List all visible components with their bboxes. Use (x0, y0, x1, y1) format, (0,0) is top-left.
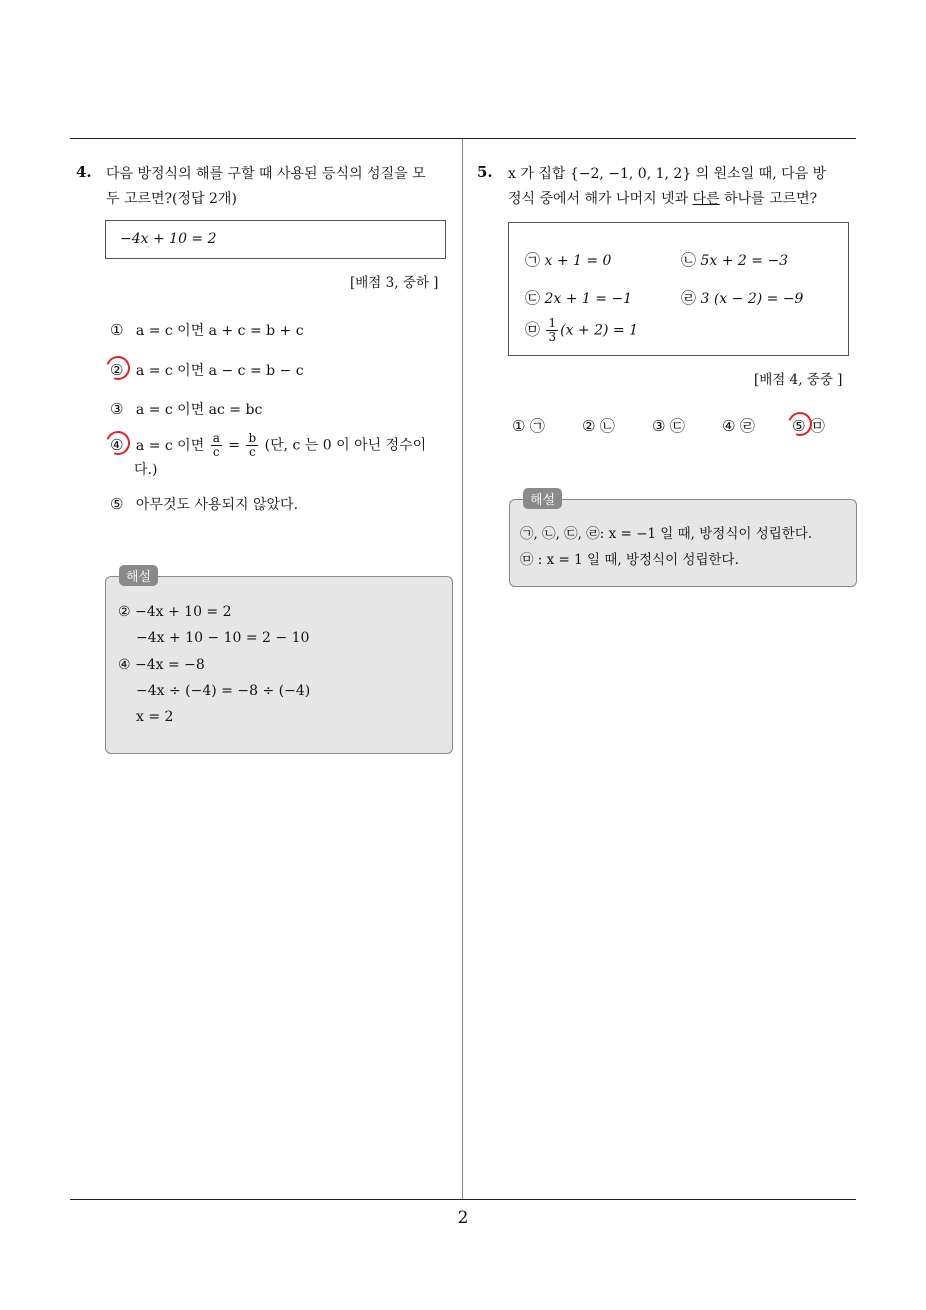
q5-prompt-line1: x 가 집합 {−2, −1, 0, 1, 2} 의 원소일 때, 다음 방 (508, 166, 827, 182)
q5-choice-3[interactable]: ③ ㉢ (652, 417, 685, 435)
q4-number: 4. (76, 163, 92, 181)
column-divider (462, 139, 463, 1199)
q5-equation-3: ㉢ 2x + 1 = −1 (525, 289, 633, 307)
q5-choice-1[interactable]: ① ㉠ (512, 417, 545, 435)
q4-choice-3[interactable] (110, 398, 262, 421)
q4-solution-line-1: ② −4x + 10 = 2 (118, 604, 232, 620)
q5-equation-4: ㉣ 3 (x − 2) = −9 (681, 289, 804, 307)
q5-number: 5. (477, 163, 493, 181)
choice-text-post: (단, c 는 0 이 아닌 정수이 (264, 437, 427, 454)
top-rule (70, 138, 856, 139)
q5-solution-line-2: ㉤ : x = 1 일 때, 방정식이 성립한다. (520, 552, 739, 568)
q5-solution-box (509, 499, 857, 587)
q4-score: [배점 3, 중하 ] (350, 275, 439, 291)
underlined-word: 다른 (692, 191, 720, 207)
q4-solution-line-4: −4x ÷ (−4) = −8 ÷ (−4) (136, 683, 311, 699)
q5-equation-2: ㉡ 5x + 2 = −3 (681, 251, 789, 269)
choice-marker: ④ (110, 435, 124, 454)
red-circle-mark (102, 427, 134, 459)
q5-choice-4[interactable]: ④ ㉣ (722, 417, 755, 435)
q4-solution-line-5: x = 2 (136, 709, 174, 725)
choice-marker: ③ (110, 400, 124, 418)
q5-equation-box (508, 222, 849, 356)
q4-prompt (106, 162, 458, 212)
choice-text: a = c 이면 a + c = b + c (135, 323, 304, 339)
q4-given-box (105, 220, 446, 259)
q5-choice-5[interactable]: ⑤ ㉤ (792, 415, 825, 438)
q5-equation-5: ㉤ $\frac{1}{3}$ (x + 2) = 1 (525, 316, 639, 344)
q5-solution-label: 해설 (523, 488, 562, 509)
red-circle-mark (102, 352, 134, 384)
q4-prompt-line2: 두 고르면?(정답 2개) (106, 191, 237, 207)
bottom-rule (70, 1199, 856, 1200)
choice-marker: ⑤ (110, 495, 124, 513)
q4-choice-2[interactable] (110, 359, 304, 382)
choice-marker: ② (110, 361, 124, 379)
q5-score: [배점 4, 중중 ] (754, 372, 843, 388)
choice-marker: ① (110, 321, 124, 339)
q4-solution-line-3: ④ −4x = −8 (118, 657, 205, 673)
choice-text: 아무것도 사용되지 않았다. (135, 497, 299, 513)
q5-prompt-line2: 정식 중에서 해가 나머지 넷과 다른 하나를 고르면? (508, 191, 818, 207)
red-circle-mark (784, 408, 816, 440)
fraction-b-over-c: $\frac{b}{c}$ (248, 431, 257, 459)
q4-choice-4[interactable] (110, 432, 450, 481)
choice-text-pre: a = c 이면 (135, 437, 205, 454)
q4-solution-box (105, 576, 453, 754)
answer-mark (110, 359, 123, 382)
q4-solution-label: 해설 (119, 565, 158, 586)
q5-choice-2[interactable]: ② ㉡ (582, 417, 615, 435)
fraction-a-over-c: $\frac{a}{c}$ (212, 431, 220, 459)
page-number: 2 (457, 1208, 469, 1228)
q4-choice-5[interactable] (110, 493, 298, 516)
q4-choice-1[interactable] (110, 319, 304, 342)
choice-text-cont: 다.) (134, 462, 158, 478)
answer-mark: ⑤ (792, 415, 805, 438)
q4-given-equation: −4x + 10 = 2 (120, 231, 217, 247)
answer-mark (110, 434, 123, 457)
q5-prompt (508, 162, 858, 212)
equals-sign: = (228, 437, 241, 454)
q4-solution-line-2: −4x + 10 − 10 = 2 − 10 (136, 630, 310, 646)
choice-text: a = c 이면 ac = bc (135, 402, 263, 418)
q5-solution-line-1: ㉠, ㉡, ㉢, ㉣: x = −1 일 때, 방정식이 성립한다. (520, 526, 813, 542)
choice-text: a = c 이면 a − c = b − c (135, 363, 304, 379)
q5-equation-1: ㉠ x + 1 = 0 (525, 251, 612, 269)
q4-prompt-line1: 다음 방정식의 해를 구할 때 사용된 등식의 성질을 모 (106, 166, 426, 182)
